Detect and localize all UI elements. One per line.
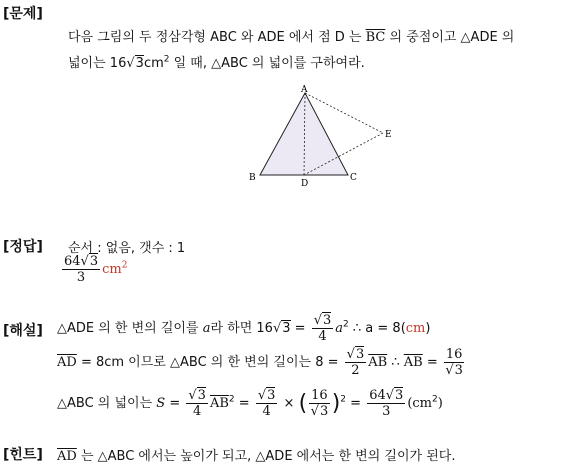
- problem-text: 의 중점이고 △ADE 의: [385, 30, 515, 45]
- solution-text: ): [425, 321, 431, 336]
- solution-text: △ABC 의 넓이는: [57, 396, 157, 411]
- hint-line: [57, 445, 455, 464]
- answer-num: 64: [64, 254, 81, 269]
- paren: ): [331, 391, 341, 416]
- exponent: 2: [121, 260, 128, 271]
- answer-den: 3: [76, 270, 86, 285]
- unit: (cm: [407, 396, 433, 411]
- den: 4: [193, 404, 202, 419]
- segment-ab: $\overline{AB}$: [368, 355, 388, 370]
- hint-text: 는 △ABC 에서는 높이가 되고, △ADE 에서는 한 변의 길이가 된다.: [76, 449, 456, 464]
- paren: (: [298, 391, 308, 416]
- op: =: [290, 321, 310, 336]
- exponent: 2: [228, 394, 235, 405]
- op: ×: [279, 396, 299, 411]
- unit: ): [437, 396, 443, 411]
- fraction: $\frac{√3}{2}$: [346, 347, 365, 378]
- hint-heading: [힌트]: [3, 447, 43, 463]
- solution-heading: [해설]: [3, 323, 43, 339]
- den: 3: [382, 404, 391, 419]
- segment-bc: $\overline{BC}$: [365, 30, 386, 45]
- fraction: $\frac{64√3}{3}$: [369, 388, 404, 419]
- label-b: B: [249, 173, 256, 183]
- op: =: [165, 396, 185, 411]
- fraction: $\frac{√3}{4}$: [188, 388, 206, 419]
- problem-text: 일 때, △ABC 의 넓이를 구하여라.: [169, 56, 365, 71]
- unit: cm: [102, 262, 122, 277]
- sqrt-content: 3: [197, 388, 206, 403]
- exponent: 2: [432, 394, 438, 405]
- sqrt-content: 3: [395, 388, 404, 403]
- op: =: [346, 396, 366, 411]
- segment-ad: $\overline{AD}$: [57, 355, 77, 370]
- fraction: $\frac{√3}{4}$: [313, 313, 332, 344]
- fraction: $\frac{√3}{4}$: [257, 388, 276, 419]
- num: 16: [445, 347, 463, 362]
- segment-ad: $\overline{AD}$: [57, 449, 77, 464]
- problem-line-1: [68, 26, 514, 45]
- op: =: [234, 396, 254, 411]
- unit: cm: [405, 321, 426, 336]
- den: 4: [262, 404, 271, 419]
- exponent: 2: [340, 394, 347, 405]
- problem-text: 넓이는 16: [68, 56, 127, 71]
- triangle-figure: [245, 82, 405, 192]
- problem-heading: [문제]: [3, 6, 43, 22]
- var: a: [202, 321, 211, 336]
- solution-text: 라 하면 16: [210, 321, 273, 336]
- label-c: C: [350, 173, 357, 183]
- sqrt-content: 3: [319, 404, 329, 419]
- solution-line-2: [57, 347, 466, 378]
- problem-text: 다음 그림의 두 정삼각형 ABC 와 ADE 에서 점 D 는: [68, 30, 366, 45]
- solution-text: ∴ a = 8(: [348, 321, 406, 336]
- sqrt-content: 3: [282, 321, 291, 336]
- solution-line-1: △ADE 의 한 변의 길이를 a라 하면 16√3 = $\frac{√3}{4}$ $a^2$ ∴ a = 8(cm): [57, 313, 431, 344]
- var: S: [156, 396, 166, 411]
- den: 4: [318, 329, 327, 344]
- solution-line-3: [57, 388, 443, 419]
- label-d: D: [301, 179, 309, 189]
- answer-meta: 순서 : 없음, 갯수 : 1: [68, 241, 186, 256]
- exponent: 2: [343, 319, 349, 330]
- solution-text: = 8cm 이므로 △ABC 의 한 변의 길이는 8 =: [76, 355, 343, 370]
- sqrt-content: 3: [89, 254, 99, 269]
- var: a: [335, 321, 344, 336]
- problem-line-2: 넓이는 $16√3cm^2$ 일 때, △ABC 의 넓이를 구하여라.: [68, 54, 365, 71]
- op: =: [422, 355, 442, 370]
- sqrt-content: 3: [135, 56, 144, 71]
- fraction: $\frac{16}{√3}$: [310, 388, 329, 419]
- num: 16: [311, 388, 328, 403]
- sqrt-content: 3: [322, 313, 332, 328]
- segment-ab: $\overline{AB}$: [403, 355, 423, 370]
- sqrt-content: 3: [267, 388, 276, 403]
- segment-ab: $\overline{AB}$: [209, 396, 229, 411]
- answer-fraction: $\frac{64√3}{3}$: [64, 254, 99, 285]
- sqrt-content: 3: [454, 363, 463, 378]
- num: 64: [369, 388, 386, 403]
- den: 2: [351, 363, 360, 378]
- answer-unit: [102, 262, 127, 277]
- label-e: E: [385, 130, 392, 140]
- answer-heading: [정답]: [3, 239, 43, 255]
- solution-text: ∴: [387, 355, 404, 370]
- answer-value: [60, 254, 127, 285]
- unit: cm: [143, 56, 164, 71]
- label-a: A: [301, 85, 308, 95]
- fraction: $\frac{16}{√3}$: [445, 347, 463, 378]
- sqrt-content: 3: [355, 347, 365, 362]
- solution-text: △ADE 의 한 변의 길이를: [57, 321, 203, 336]
- exponent: 2: [163, 54, 170, 65]
